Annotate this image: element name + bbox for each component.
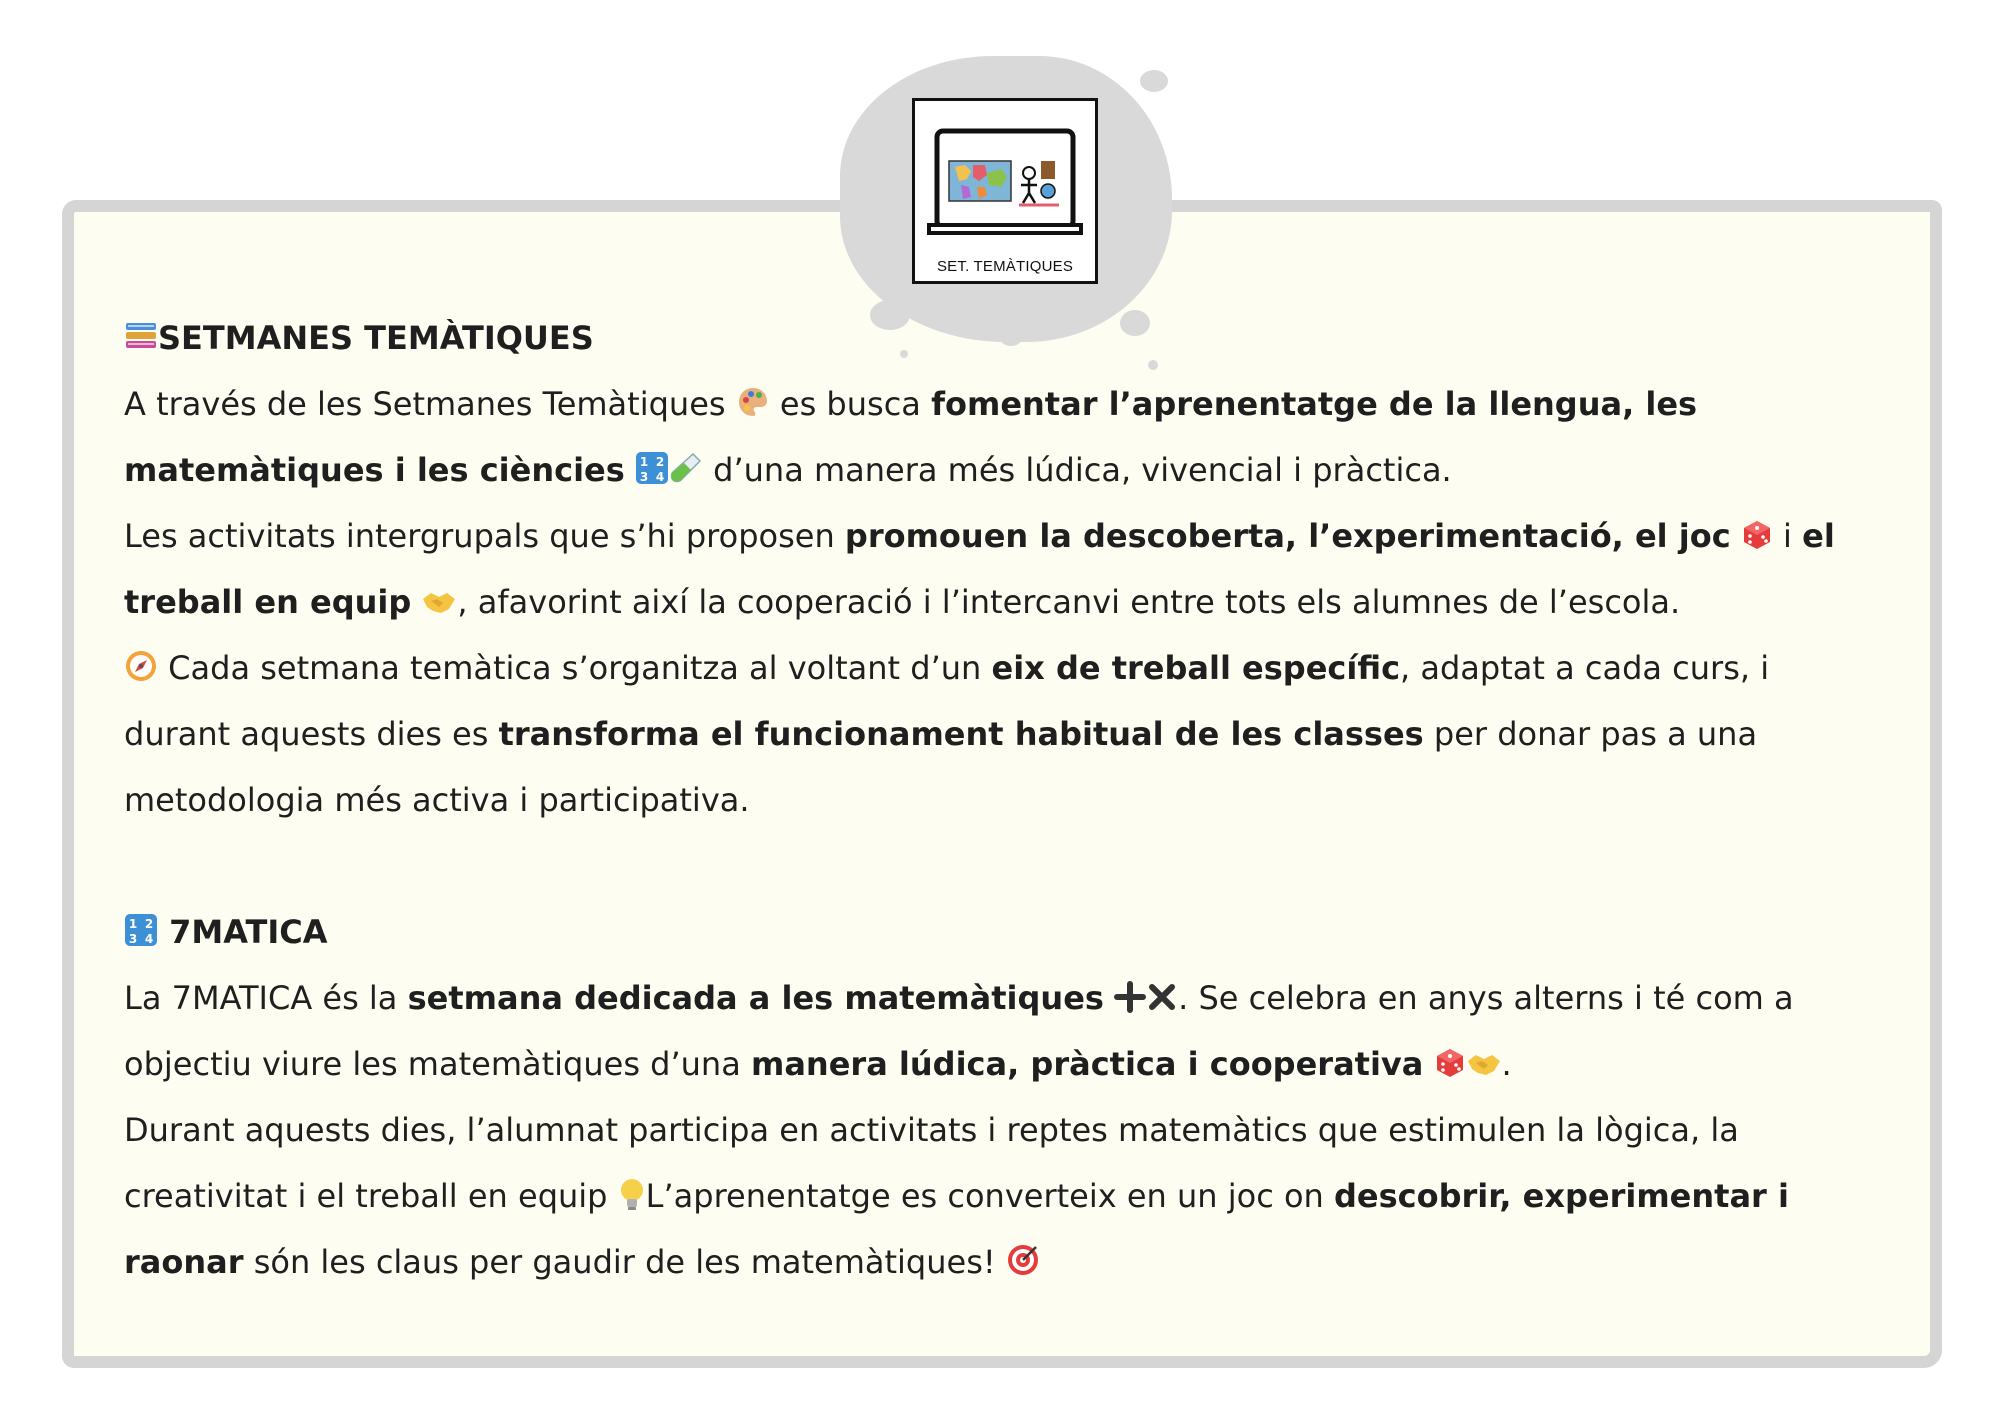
bold-text: promouen la descoberta, l’experimentació, el joc	[844, 517, 1731, 555]
handshake-icon	[421, 587, 457, 617]
laptop-map-icon	[915, 101, 1095, 281]
section-heading	[124, 305, 1844, 371]
svg-text:1: 1	[639, 455, 649, 469]
paragraph	[124, 1097, 1844, 1295]
paragraph	[124, 503, 1844, 635]
test-tube-icon	[669, 451, 703, 485]
text: .	[1501, 1045, 1512, 1083]
text: Durant aquests dies, l’alumnat participa en activitats i reptes matemàtics que estimulen la lògica, la creativitat i el treball en equip	[124, 1111, 1739, 1215]
bold-text: setmana dedicada a les matemàtiques	[407, 979, 1104, 1017]
target-icon	[1006, 1243, 1040, 1277]
text: Les activitats intergrupals que s’hi proposen	[124, 517, 845, 555]
text: per donar pas a una metodologia més activa i participativa.	[124, 715, 1758, 819]
text: , adaptat a cada curs, i durant aquests dies es	[124, 649, 1770, 753]
text: d’una manera més lúdica, vivencial i pràctica.	[702, 451, 1452, 489]
handshake-icon	[1466, 1049, 1502, 1079]
text: Cada setmana temàtica s’organitza al voltant d’un	[158, 649, 992, 687]
numbers-icon	[635, 451, 669, 485]
bold-text: el treball en equip	[124, 517, 1835, 621]
svg-text:2: 2	[144, 917, 154, 931]
multiply-icon	[1146, 981, 1178, 1013]
numbers-icon	[124, 913, 158, 947]
bold-text: manera lúdica, pràctica i cooperativa	[750, 1045, 1424, 1083]
paragraph	[124, 635, 1844, 833]
text: i	[1772, 517, 1803, 555]
section-title: SETMANES TEMÀTIQUES	[158, 319, 594, 357]
svg-text:3: 3	[639, 470, 649, 484]
light-bulb-icon	[618, 1177, 646, 1211]
text: La 7MATICA és la	[124, 979, 408, 1017]
text: són les claus per gaudir de les matemàtiques!	[243, 1243, 1006, 1281]
paragraph	[124, 371, 1844, 503]
plus-icon	[1114, 981, 1146, 1013]
section-title: 7MATICA	[169, 913, 328, 951]
dice-icon	[1741, 519, 1773, 551]
theme-weeks-pictogram	[912, 98, 1098, 284]
badge-label: SET. TEMÀTIQUES	[936, 258, 1074, 275]
compass-icon	[124, 649, 158, 683]
document-body	[124, 305, 1844, 1295]
text: A través de les Setmanes Temàtiques	[124, 385, 736, 423]
books-icon	[124, 319, 158, 353]
svg-text:4: 4	[655, 470, 665, 484]
spacer	[124, 833, 1844, 899]
bold-text: fomentar l’aprenentatge de la llengua, les matemàtiques i les ciències	[124, 385, 1698, 489]
section-heading	[124, 899, 1844, 965]
text: , afavorint així la cooperació i l’intercanvi entre tots els alumnes de l’escola.	[457, 583, 1681, 621]
svg-text:2: 2	[655, 455, 665, 469]
text: L’aprenentatge es converteix en un joc on	[645, 1177, 1334, 1215]
text: . Se celebra en anys alterns i té com a objectiu viure les matemàtiques d’una	[124, 979, 1794, 1083]
dice-icon	[1434, 1047, 1466, 1079]
svg-text:4: 4	[144, 932, 154, 946]
palette-icon	[736, 385, 770, 419]
text: es busca	[769, 385, 932, 423]
bold-text: descobrir, experimentar i raonar	[124, 1177, 1789, 1281]
bold-text: eix de treball específic	[991, 649, 1401, 687]
paragraph	[124, 965, 1844, 1097]
badge-speck	[1140, 70, 1168, 92]
bold-text: transforma el funcionament habitual de les classes	[498, 715, 1424, 753]
svg-text:1: 1	[128, 917, 138, 931]
svg-text:3: 3	[128, 932, 138, 946]
